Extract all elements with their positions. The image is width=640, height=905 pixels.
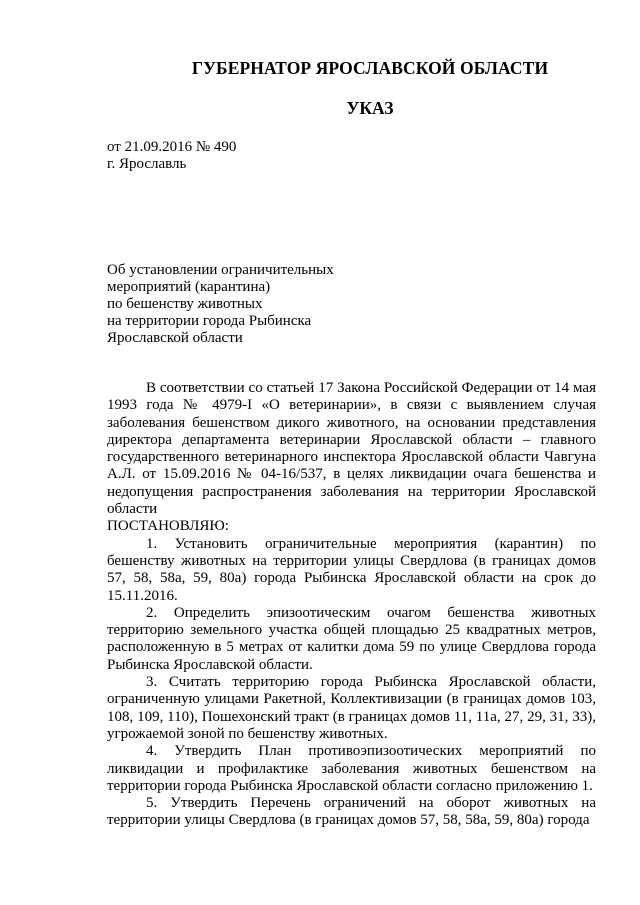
issuing-authority: ГУБЕРНАТОР ЯРОСЛАВСКОЙ ОБЛАСТИ <box>191 58 549 78</box>
subject-line: мероприятий (карантина) <box>107 279 271 295</box>
subject-line: на территории города Рыбинска <box>107 313 312 329</box>
decree-item-4: 4. Утвердить План противоэпизоотических мероприятий по ликвидации и профилактике заболевания животных бешенством на территории города Рыбинска Ярославской области согласно приложению 1. <box>107 743 596 794</box>
decree-item-3: 3. Считать территорию города Рыбинска Ярославской области, ограниченную улицами Ракетной, Коллективизации (в границах домов 103, 108, 109, 110), Пошехонский тракт (в границах домов 11, 11а, 27, 29, 31, 33), угрожаемой зоной по бешенству животных. <box>107 674 596 742</box>
document-subject <box>107 262 427 347</box>
document-date-number: от 21.09.2016 № 490 <box>107 139 237 155</box>
subject-line: Ярославской области <box>107 330 243 346</box>
subject-line: по бешенству животных <box>107 296 263 312</box>
decree-word: ПОСТАНОВЛЯЮ: <box>107 518 229 535</box>
document-type-title: УКАЗ <box>346 98 394 118</box>
preamble-paragraph: В соответствии со статьей 17 Закона Российской Федерации от 14 мая 1993 года № 4979-I «О ветеринарии», в связи с выявлением случая заболевания бешенством дикого животного, на основании представления директора департамента ветеринарии Ярославской области – главного государственного ветеринарного инспектора Ярославской области Чавгуна А.Л. от 15.09.2016 № 04-16/537, в целях ликвидации очага бешенства и недопущения распространения заболевания на территории Ярославской области <box>107 380 596 518</box>
document-city: г. Ярославль <box>107 156 187 172</box>
decree-item-1: 1. Установить ограничительные мероприятия (карантин) по бешенству животных на территории улицы Свердлова (в границах домов 57, 58, 58а, 59, 80а) города Рыбинска Ярославской области на срок до 15.11.2016. <box>107 535 596 604</box>
subject-line: Об установлении ограничительных <box>107 262 334 278</box>
document-body <box>107 380 596 830</box>
decree-item-2: 2. Определить эпизоотическим очагом бешенства животных территорию земельного участка общей площадью 25 квадратных метров, расположенную в 5 метрах от калитки дома 59 по улице Свердлова города Рыбинска Ярославской области. <box>107 604 596 673</box>
decree-item-5: 5. Утвердить Перечень ограничений на оборот животных на территории улицы Свердлова (в границах домов 57, 58, 58а, 59, 80а) города <box>107 795 596 829</box>
